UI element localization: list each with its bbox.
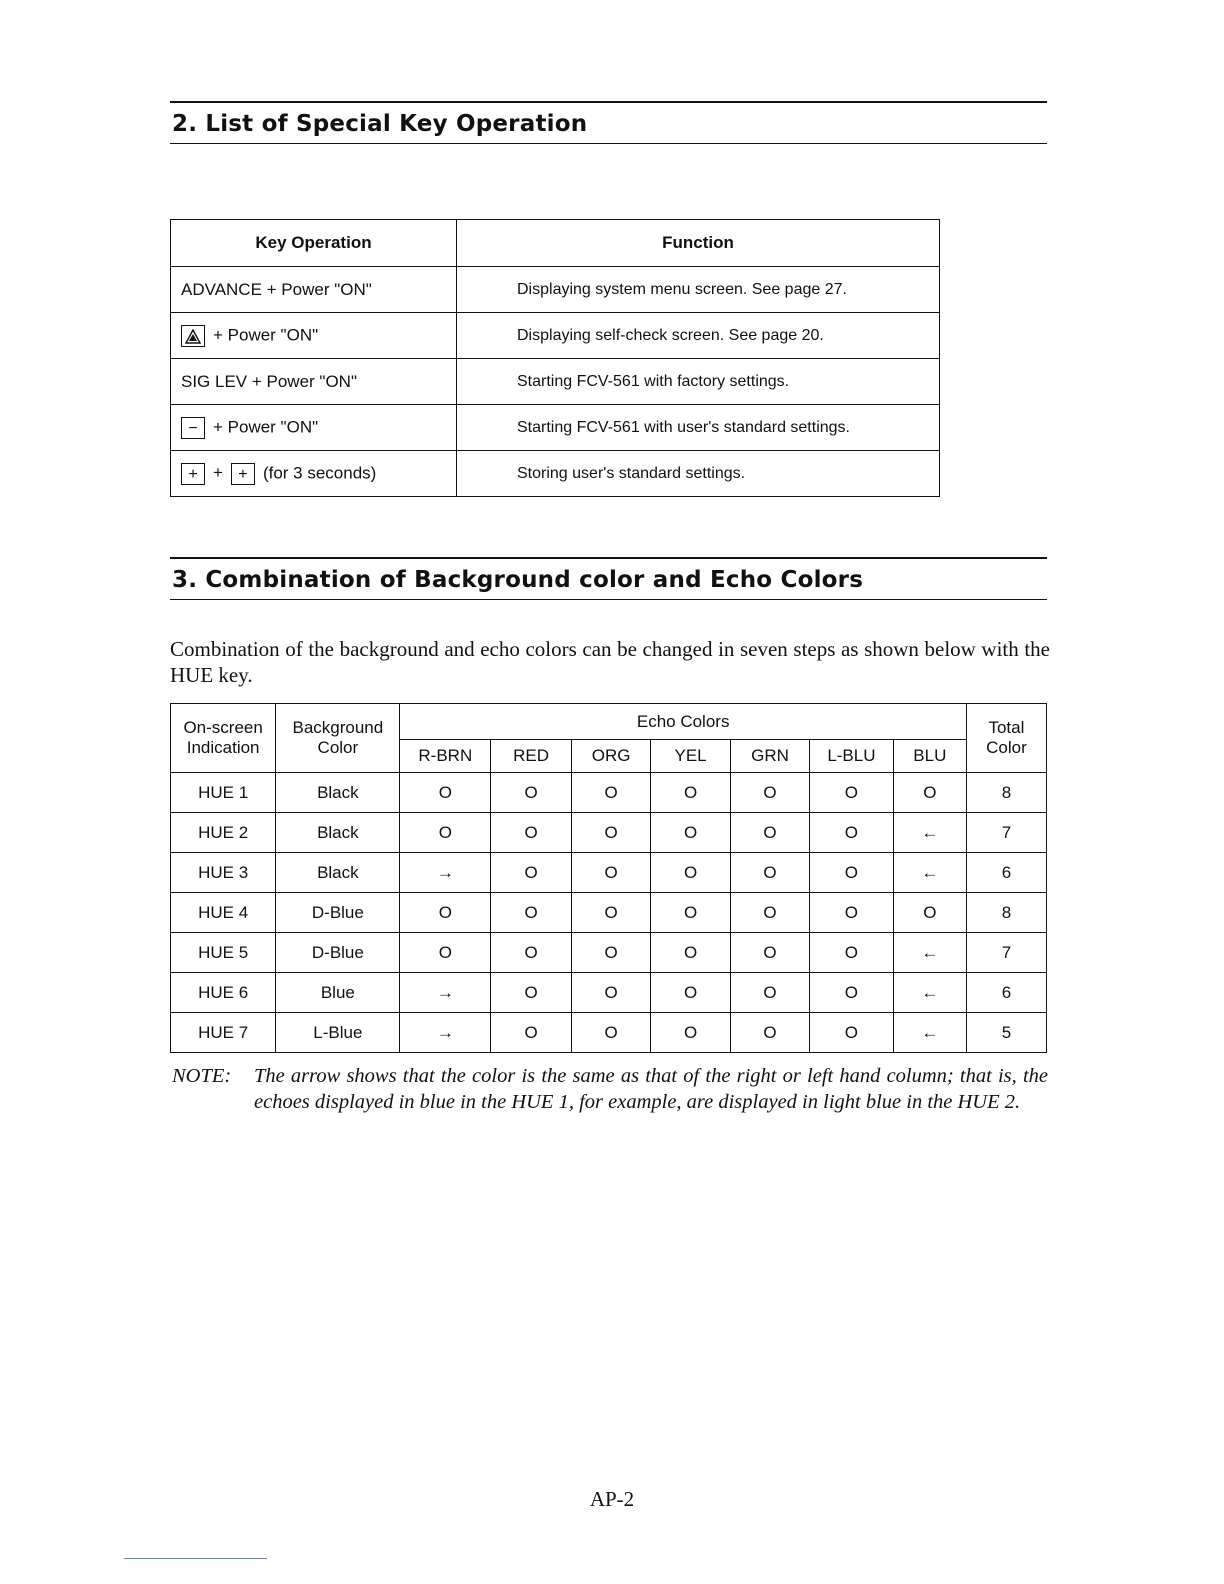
- alarm-key-icon: [181, 325, 205, 347]
- background-cell: Black: [276, 813, 400, 853]
- key-text: + Power "ON": [213, 416, 319, 436]
- echo-cell: O: [400, 933, 491, 973]
- function-cell: Starting FCV-561 with user's standard settings.: [457, 405, 940, 451]
- table-row: [171, 893, 1047, 933]
- echo-cell: ←: [893, 813, 966, 853]
- table-row: [171, 451, 940, 497]
- background-cell: Black: [276, 853, 400, 893]
- echo-col-header: BLU: [893, 740, 966, 773]
- alarm-triangle-icon: [185, 329, 201, 344]
- total-cell: 5: [966, 1013, 1046, 1053]
- section-2-heading: [170, 101, 1047, 144]
- echo-cell: O: [730, 973, 809, 1013]
- total-header: Total Color: [966, 704, 1046, 773]
- section-2-title: 2. List of Special Key Operation: [172, 111, 588, 137]
- hue-table-header-row-1: [171, 704, 1047, 740]
- section-3-heading: [170, 557, 1047, 600]
- echo-cell: ←: [893, 933, 966, 973]
- echo-cell: O: [651, 853, 731, 893]
- background-cell: Blue: [276, 973, 400, 1013]
- indication-cell: HUE 6: [171, 973, 276, 1013]
- echo-cell: O: [491, 1013, 572, 1053]
- echo-cell: O: [572, 973, 651, 1013]
- indication-cell: HUE 5: [171, 933, 276, 973]
- key-operation-table: [170, 219, 940, 497]
- table-row: [171, 773, 1047, 813]
- indication-cell: HUE 1: [171, 773, 276, 813]
- echo-cell: O: [810, 1013, 894, 1053]
- echo-cell: O: [651, 773, 731, 813]
- echo-cell: O: [491, 933, 572, 973]
- plus-separator: +: [213, 462, 223, 482]
- echo-cell: O: [730, 773, 809, 813]
- table-row: [171, 853, 1047, 893]
- echo-cell: O: [572, 773, 651, 813]
- echo-cell: →: [400, 1013, 491, 1053]
- function-header: Function: [457, 220, 940, 267]
- note-text: The arrow shows that the color is the same as that of the right or left hand column; that is, the echoes displayed in blue in the HUE 1, for example, are displayed in light blue in the HUE 2.: [254, 1065, 1048, 1113]
- key-text: + Power "ON": [213, 324, 319, 344]
- total-cell: 6: [966, 853, 1046, 893]
- echo-cell: O: [400, 813, 491, 853]
- echo-col-header: GRN: [730, 740, 809, 773]
- indication-cell: HUE 7: [171, 1013, 276, 1053]
- table-row: [171, 313, 940, 359]
- echo-cell: →: [400, 973, 491, 1013]
- footer-divider: [124, 1558, 267, 1559]
- key-cell: [171, 405, 457, 451]
- echo-col-header: R-BRN: [400, 740, 491, 773]
- echo-cell: O: [651, 1013, 731, 1053]
- echo-cell: O: [810, 933, 894, 973]
- indication-cell: HUE 2: [171, 813, 276, 853]
- echo-colors-header: Echo Colors: [400, 704, 966, 740]
- section-3-paragraph: Combination of the background and echo colors can be changed in seven steps as shown below with the HUE key.: [170, 637, 1050, 687]
- echo-cell: ←: [893, 1013, 966, 1053]
- echo-cell: O: [491, 773, 572, 813]
- table-row: [171, 813, 1047, 853]
- table-row: [171, 933, 1047, 973]
- function-cell: Storing user's standard settings.: [457, 451, 940, 497]
- key-operation-header: Key Operation: [171, 220, 457, 267]
- total-cell: 8: [966, 893, 1046, 933]
- echo-cell: →: [400, 853, 491, 893]
- echo-cell: O: [810, 893, 894, 933]
- echo-cell: O: [572, 1013, 651, 1053]
- note: [172, 1063, 1048, 1115]
- indication-header: On-screen Indication: [171, 704, 276, 773]
- echo-cell: O: [893, 773, 966, 813]
- key-cell: [171, 313, 457, 359]
- indication-cell: HUE 3: [171, 853, 276, 893]
- echo-cell: O: [730, 893, 809, 933]
- echo-cell: O: [730, 933, 809, 973]
- key-cell: [171, 451, 457, 497]
- echo-cell: O: [400, 893, 491, 933]
- plus-key-icon: +: [181, 463, 205, 485]
- page-number: AP-2: [589, 1487, 635, 1511]
- total-cell: 7: [966, 813, 1046, 853]
- echo-cell: O: [491, 973, 572, 1013]
- echo-cell: O: [810, 973, 894, 1013]
- total-cell: 7: [966, 933, 1046, 973]
- echo-cell: O: [572, 893, 651, 933]
- echo-col-header: YEL: [651, 740, 731, 773]
- echo-cell: O: [730, 813, 809, 853]
- echo-col-header: L-BLU: [810, 740, 894, 773]
- echo-cell: O: [893, 893, 966, 933]
- plus-key-icon: +: [231, 463, 255, 485]
- table-row: [171, 359, 940, 405]
- function-cell: Starting FCV-561 with factory settings.: [457, 359, 940, 405]
- echo-cell: O: [810, 813, 894, 853]
- echo-cell: O: [730, 1013, 809, 1053]
- key-cell: SIG LEV + Power "ON": [171, 359, 457, 405]
- function-cell: Displaying self-check screen. See page 20.: [457, 313, 940, 359]
- echo-cell: O: [651, 813, 731, 853]
- table-row: [171, 973, 1047, 1013]
- echo-col-header: ORG: [572, 740, 651, 773]
- note-label: NOTE:: [172, 1065, 232, 1087]
- echo-cell: O: [651, 933, 731, 973]
- total-cell: 8: [966, 773, 1046, 813]
- key-text: (for 3 seconds): [262, 462, 377, 482]
- echo-cell: O: [491, 813, 572, 853]
- echo-cell: ←: [893, 973, 966, 1013]
- background-cell: Black: [276, 773, 400, 813]
- echo-cell: O: [810, 853, 894, 893]
- function-cell: Displaying system menu screen. See page 27.: [457, 267, 940, 313]
- echo-cell: O: [572, 933, 651, 973]
- echo-cell: O: [651, 973, 731, 1013]
- background-header: Background Color: [276, 704, 400, 773]
- table-row: [171, 267, 940, 313]
- echo-cell: O: [491, 853, 572, 893]
- table-row: [171, 1013, 1047, 1053]
- echo-cell: O: [730, 853, 809, 893]
- background-cell: D-Blue: [276, 893, 400, 933]
- table-row: [171, 405, 940, 451]
- echo-cell: ←: [893, 853, 966, 893]
- minus-key-icon: −: [181, 417, 205, 439]
- section-3-title: 3. Combination of Background color and Echo Colors: [172, 567, 864, 593]
- key-table-header: [171, 220, 940, 267]
- total-cell: 6: [966, 973, 1046, 1013]
- echo-cell: O: [651, 893, 731, 933]
- indication-cell: HUE 4: [171, 893, 276, 933]
- key-cell: ADVANCE + Power "ON": [171, 267, 457, 313]
- background-cell: L-Blue: [276, 1013, 400, 1053]
- hue-combination-table: [170, 703, 1047, 1053]
- background-cell: D-Blue: [276, 933, 400, 973]
- echo-cell: O: [400, 773, 491, 813]
- echo-cell: O: [491, 893, 572, 933]
- echo-col-header: RED: [491, 740, 572, 773]
- echo-cell: O: [572, 853, 651, 893]
- echo-cell: O: [572, 813, 651, 853]
- echo-cell: O: [810, 773, 894, 813]
